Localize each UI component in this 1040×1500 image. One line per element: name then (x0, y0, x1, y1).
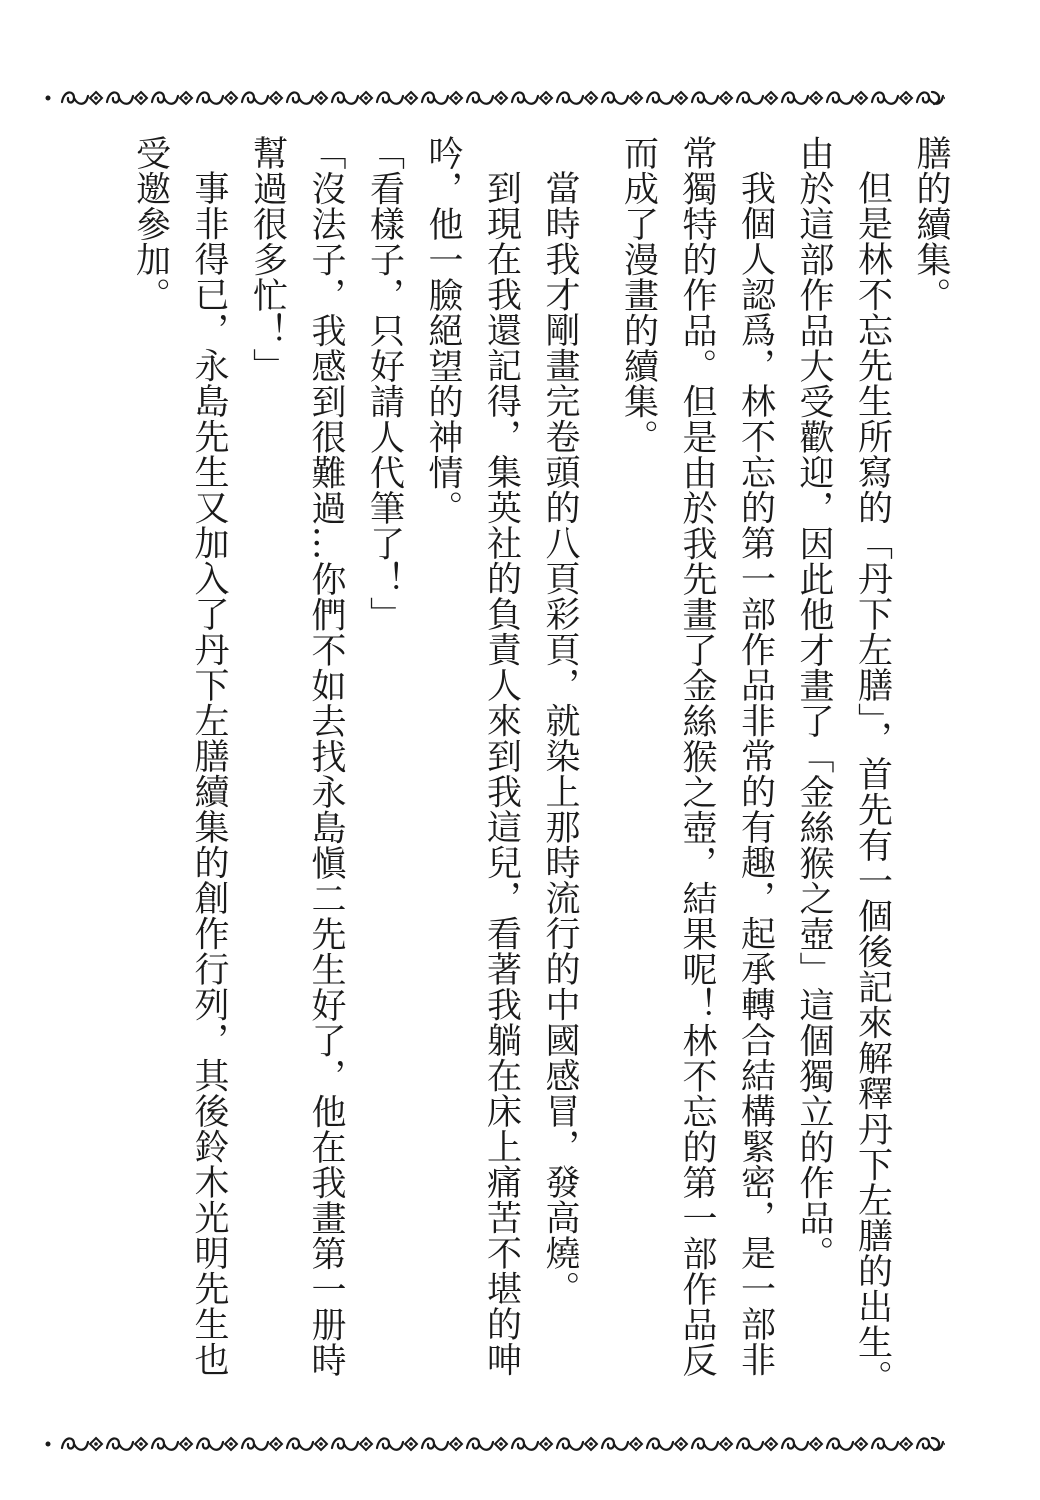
paragraph-2: 但是林不忘先生所寫的「丹下左膳」，首先有一個後記來解釋丹下左膳的出生。由於這部作品大受歡迎，因此他才畫了「金絲猴之壺」這個獨立的作品。 (794, 135, 893, 1395)
paragraph-1: 膳的續集。 (911, 135, 951, 313)
paragraph-3: 我個人認爲，林不忘的第一部作品非常的有趣，起承轉合結構緊密，是一部非常獨特的作品。但是由於我先畫了金絲猴之壺，結果呢！林不忘的第一部作品反而成了漫畫的續集。 (618, 135, 776, 1378)
quote-2: 「沒法子，我感到很難過…你們不如去找永島愼二先生好了，他在我畫第一册時幫過很多忙！」 (247, 135, 346, 1378)
quote-1: 「看樣子，只好請人代筆了！」 (364, 135, 405, 632)
paragraph-6: 事非得已，永島先生又加入了丹下左膳續集的創作行列，其後鈴木光明先生也受邀參加。 (130, 135, 229, 1377)
paragraph-5: 到現在我還記得，集英社的負責人來到我這兒，看著我躺在床上痛苦不堪的呻吟，他一臉絕望的神情。 (423, 135, 522, 1377)
paragraph-4: 當時我才剛畫完卷頭的八頁彩頁，就染上那時流行的中國感冒，發高燒。 (540, 170, 580, 1306)
vertical-text-body (60, 135, 960, 1405)
top-ornamental-border (40, 78, 945, 118)
bottom-ornamental-border (40, 1424, 945, 1464)
